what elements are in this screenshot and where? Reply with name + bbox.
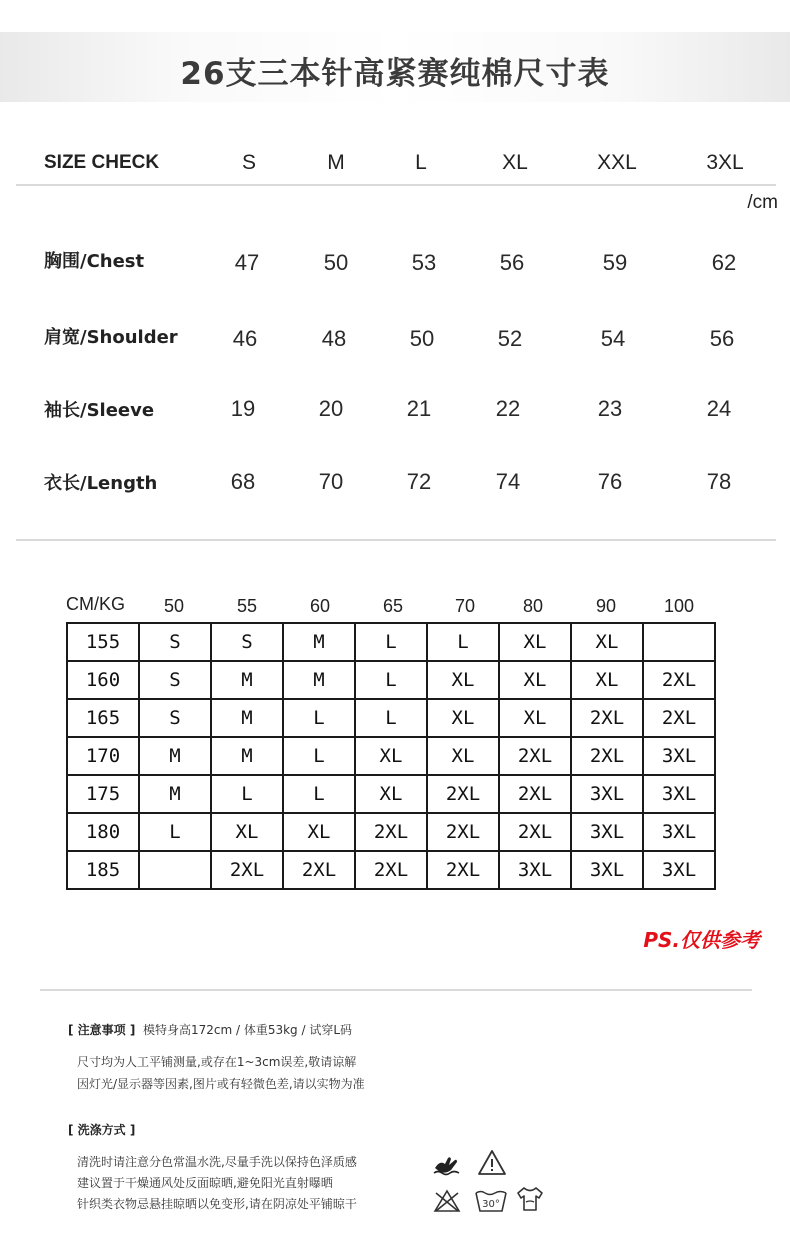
table-row [67,737,715,775]
unit-label: /cm [747,192,778,213]
table-row [67,813,715,851]
weight-header: 80 [522,596,544,616]
table-cell: 48 [321,326,347,351]
size-cell: 3XL [499,851,571,889]
size-cell: 3XL [571,813,643,851]
size-cell: XL [427,661,499,699]
size-cell: L [283,737,355,775]
attention-line: 因灯光/显示器等因素,图片或有轻微色差,请以实物为准 [77,1077,365,1091]
size-cell: 3XL [643,813,715,851]
size-cell: M [211,737,283,775]
wash-temperature: 30° [482,1199,500,1210]
notes-divider [40,989,752,991]
wash-line: 清洗时请注意分色常温水洗,尽量手洗以保持色泽质感 [77,1155,357,1169]
size-cell: M [283,661,355,699]
size-cell: 3XL [643,851,715,889]
attention-section [68,1021,352,1038]
table-cell: 50 [323,250,349,275]
size-cell: M [211,699,283,737]
table-cell: 62 [711,250,737,275]
wash-heading: [ 洗涤方式 ] [68,1123,136,1137]
size-cell: 2XL [571,699,643,737]
size-cell: XL [499,661,571,699]
row-label-shoulder: 肩宽/Shoulder [44,327,178,348]
table-cell: 72 [406,469,432,494]
table-row [67,851,715,889]
size-cell: L [283,775,355,813]
size-cell: L [355,623,427,661]
wash-30-icon [474,1185,508,1215]
table-row [67,775,715,813]
size-cell: 2XL [211,851,283,889]
size-header: L [415,151,427,174]
table-cell: 22 [495,396,521,421]
weight-header: 100 [663,596,695,616]
size-cell: 2XL [427,813,499,851]
table-cell: 47 [234,250,260,275]
size-cell: M [139,775,211,813]
size-cell: 3XL [643,737,715,775]
size-cell: XL [499,699,571,737]
table-cell: 76 [597,469,623,494]
size-cell: 2XL [355,813,427,851]
height-cell: 170 [67,737,139,775]
size-cell: S [139,623,211,661]
size-cell: S [139,661,211,699]
size-cell: L [139,813,211,851]
height-cell: 185 [67,851,139,889]
size-cell: M [211,661,283,699]
size-header: S [241,151,256,174]
size-cell: L [427,623,499,661]
size-cell: 2XL [355,851,427,889]
table-cell: 74 [495,469,521,494]
size-cell: 3XL [571,851,643,889]
size-header: XL [502,151,528,174]
hand-wash-icon [432,1148,462,1178]
table-cell: 19 [230,396,256,421]
table-cell: 78 [706,469,732,494]
attention-line: 尺寸均为人工平铺测量,或存在1~3cm误差,敬请谅解 [77,1055,357,1069]
weight-header: 65 [382,596,404,616]
weight-header: 60 [309,596,331,616]
table-cell: 50 [409,326,435,351]
table-cell: 23 [597,396,623,421]
table-cell: 68 [230,469,256,494]
table-cell: 53 [411,250,437,275]
size-cell [643,623,715,661]
table-cell: 56 [709,326,735,351]
size-cell: 2XL [427,775,499,813]
size-header: 3XL [706,151,744,174]
table-row [67,623,715,661]
table-row [67,699,715,737]
weight-header: 50 [163,596,185,616]
height-cell: 160 [67,661,139,699]
size-header: M [327,151,345,174]
table-cell: 59 [602,250,628,275]
size-cell: XL [427,737,499,775]
table-cell: 24 [706,396,732,421]
cm-kg-label: CM/KG [66,594,126,614]
no-bleach-icon [432,1185,462,1215]
size-cell [139,851,211,889]
size-cell: S [211,623,283,661]
size-cell: L [355,699,427,737]
height-cell: 155 [67,623,139,661]
height-cell: 175 [67,775,139,813]
row-label-chest: 胸围/Chest [44,251,145,272]
size-cell: XL [211,813,283,851]
size-cell: S [139,699,211,737]
shirt-icon [515,1184,545,1214]
weight-header: 90 [595,596,617,616]
table-row [67,661,715,699]
size-cell: XL [283,813,355,851]
size-cell: 2XL [643,699,715,737]
weight-header: 55 [236,596,258,616]
model-info: 模特身高172cm / 体重53kg / 试穿L码 [142,1023,353,1037]
size-cell: XL [355,775,427,813]
header-divider [16,184,776,186]
size-check-label: SIZE CHECK [44,152,160,173]
size-cell: XL [355,737,427,775]
table-cell: 52 [497,326,523,351]
page-title: 26支三本针高紧赛纯棉尺寸表 [180,56,610,92]
weight-header: 70 [454,596,476,616]
table-cell: 21 [406,396,432,421]
size-cell: 2XL [643,661,715,699]
table-cell: 70 [318,469,344,494]
size-cell: M [283,623,355,661]
reference-note: PS.仅供参考 [643,928,760,952]
table-cell: 20 [318,396,344,421]
size-recommendation-table [66,622,716,890]
size-cell: L [211,775,283,813]
wash-line: 针织类衣物忌悬挂晾晒以免变形,请在阴凉处平铺晾干 [77,1197,357,1211]
table-cell: 56 [499,250,525,275]
row-label-sleeve: 袖长/Sleeve [44,400,155,421]
size-cell: 3XL [643,775,715,813]
size-cell: XL [571,661,643,699]
size-cell: 2XL [499,737,571,775]
size-cell: 2XL [571,737,643,775]
size-cell: 3XL [571,775,643,813]
table-cell: 46 [232,326,258,351]
wash-line: 建议置于干燥通风处反面晾晒,避免阳光直射曝晒 [77,1176,333,1190]
height-cell: 165 [67,699,139,737]
attention-heading: [ 注意事项 ] [68,1023,136,1037]
table-cell: 54 [600,326,626,351]
size-header: XXL [597,151,637,174]
size-cell: 2XL [283,851,355,889]
row-label-length: 衣长/Length [44,473,158,494]
size-cell: XL [571,623,643,661]
size-cell: L [283,699,355,737]
warning-icon [477,1148,507,1178]
size-cell: 2XL [499,813,571,851]
size-cell: L [355,661,427,699]
size-cell: 2XL [427,851,499,889]
height-cell: 180 [67,813,139,851]
size-cell: XL [499,623,571,661]
size-cell: 2XL [499,775,571,813]
size-cell: M [139,737,211,775]
size-cell: XL [427,699,499,737]
section-divider [16,539,776,541]
